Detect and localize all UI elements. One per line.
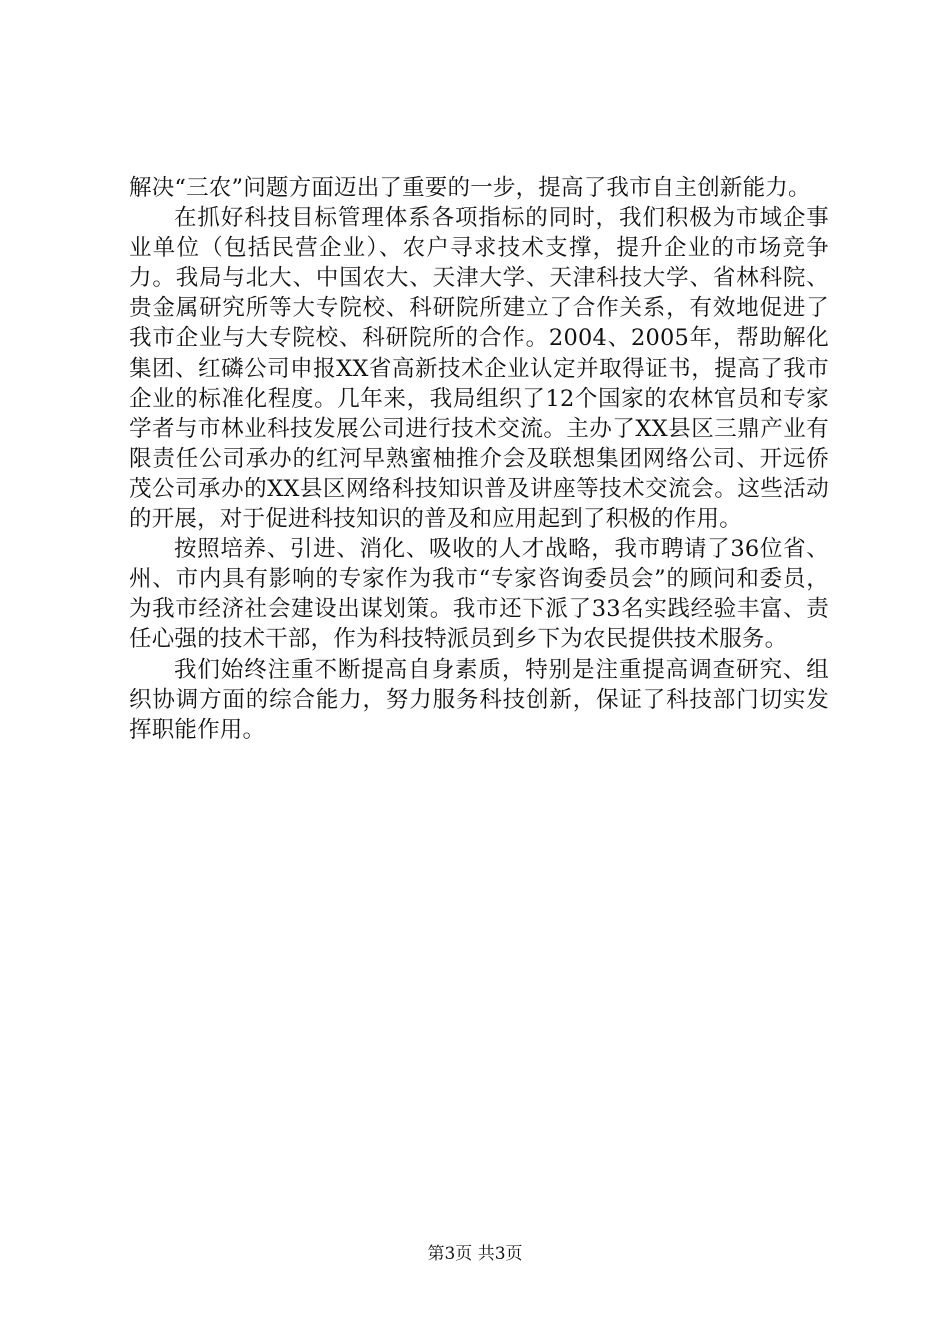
paragraph-continued: 解决“三农”问题方面迈出了重要的一步，提高了我市自主创新能力。 <box>129 175 811 201</box>
paragraph-self-improvement: 我们始终注重不断提高自身素质，特别是注重提高调查研究、组织协调方面的综合能力，努力服务科技创新，保证了科技部门切实发挥职能作用。 <box>129 656 829 743</box>
paragraph-talent-strategy: 按照培养、引进、消化、吸收的人才战略，我市聘请了36位省、州、市内具有影响的专家作为我市“专家咨询委员会”的顾问和委员，为我市经济社会建设出谋划策。我市还下派了33名实践经验丰富、责任心强的技术干部，作为科技特派员到乡下为农民提供技术服务。 <box>129 536 829 653</box>
page-footer: 第3页 共3页 <box>427 1244 523 1264</box>
document-body <box>129 173 829 745</box>
paragraph-cooperation: 在抓好科技目标管理体系各项指标的同时，我们积极为市域企事业单位（包括民营企业）、农户寻求技术支撑，提升企业的市场竞争力。我局与北大、中国农大、天津大学、天津科技大学、省林科院、贵金属研究所等大专院校、科研院所建立了合作关系，有效地促进了我市企业与大专院校、科研院所的合作。2004、2005年，帮助解化集团、红磷公司申报XX省高新技术企业认定并取得证书，提高了我市企业的标准化程度。几年来，我局组织了12个国家的农林官员和专家学者与市林业科技发展公司进行技术交流。主办了XX县区三鼎产业有限责任公司承办的红河早熟蜜柚推介会及联想集团网络公司、开远侨茂公司承办的XX县区网络科技知识普及讲座等技术交流会。这些活动的开展，对于促进科技知识的普及和应用起到了积极的作用。 <box>129 205 829 533</box>
